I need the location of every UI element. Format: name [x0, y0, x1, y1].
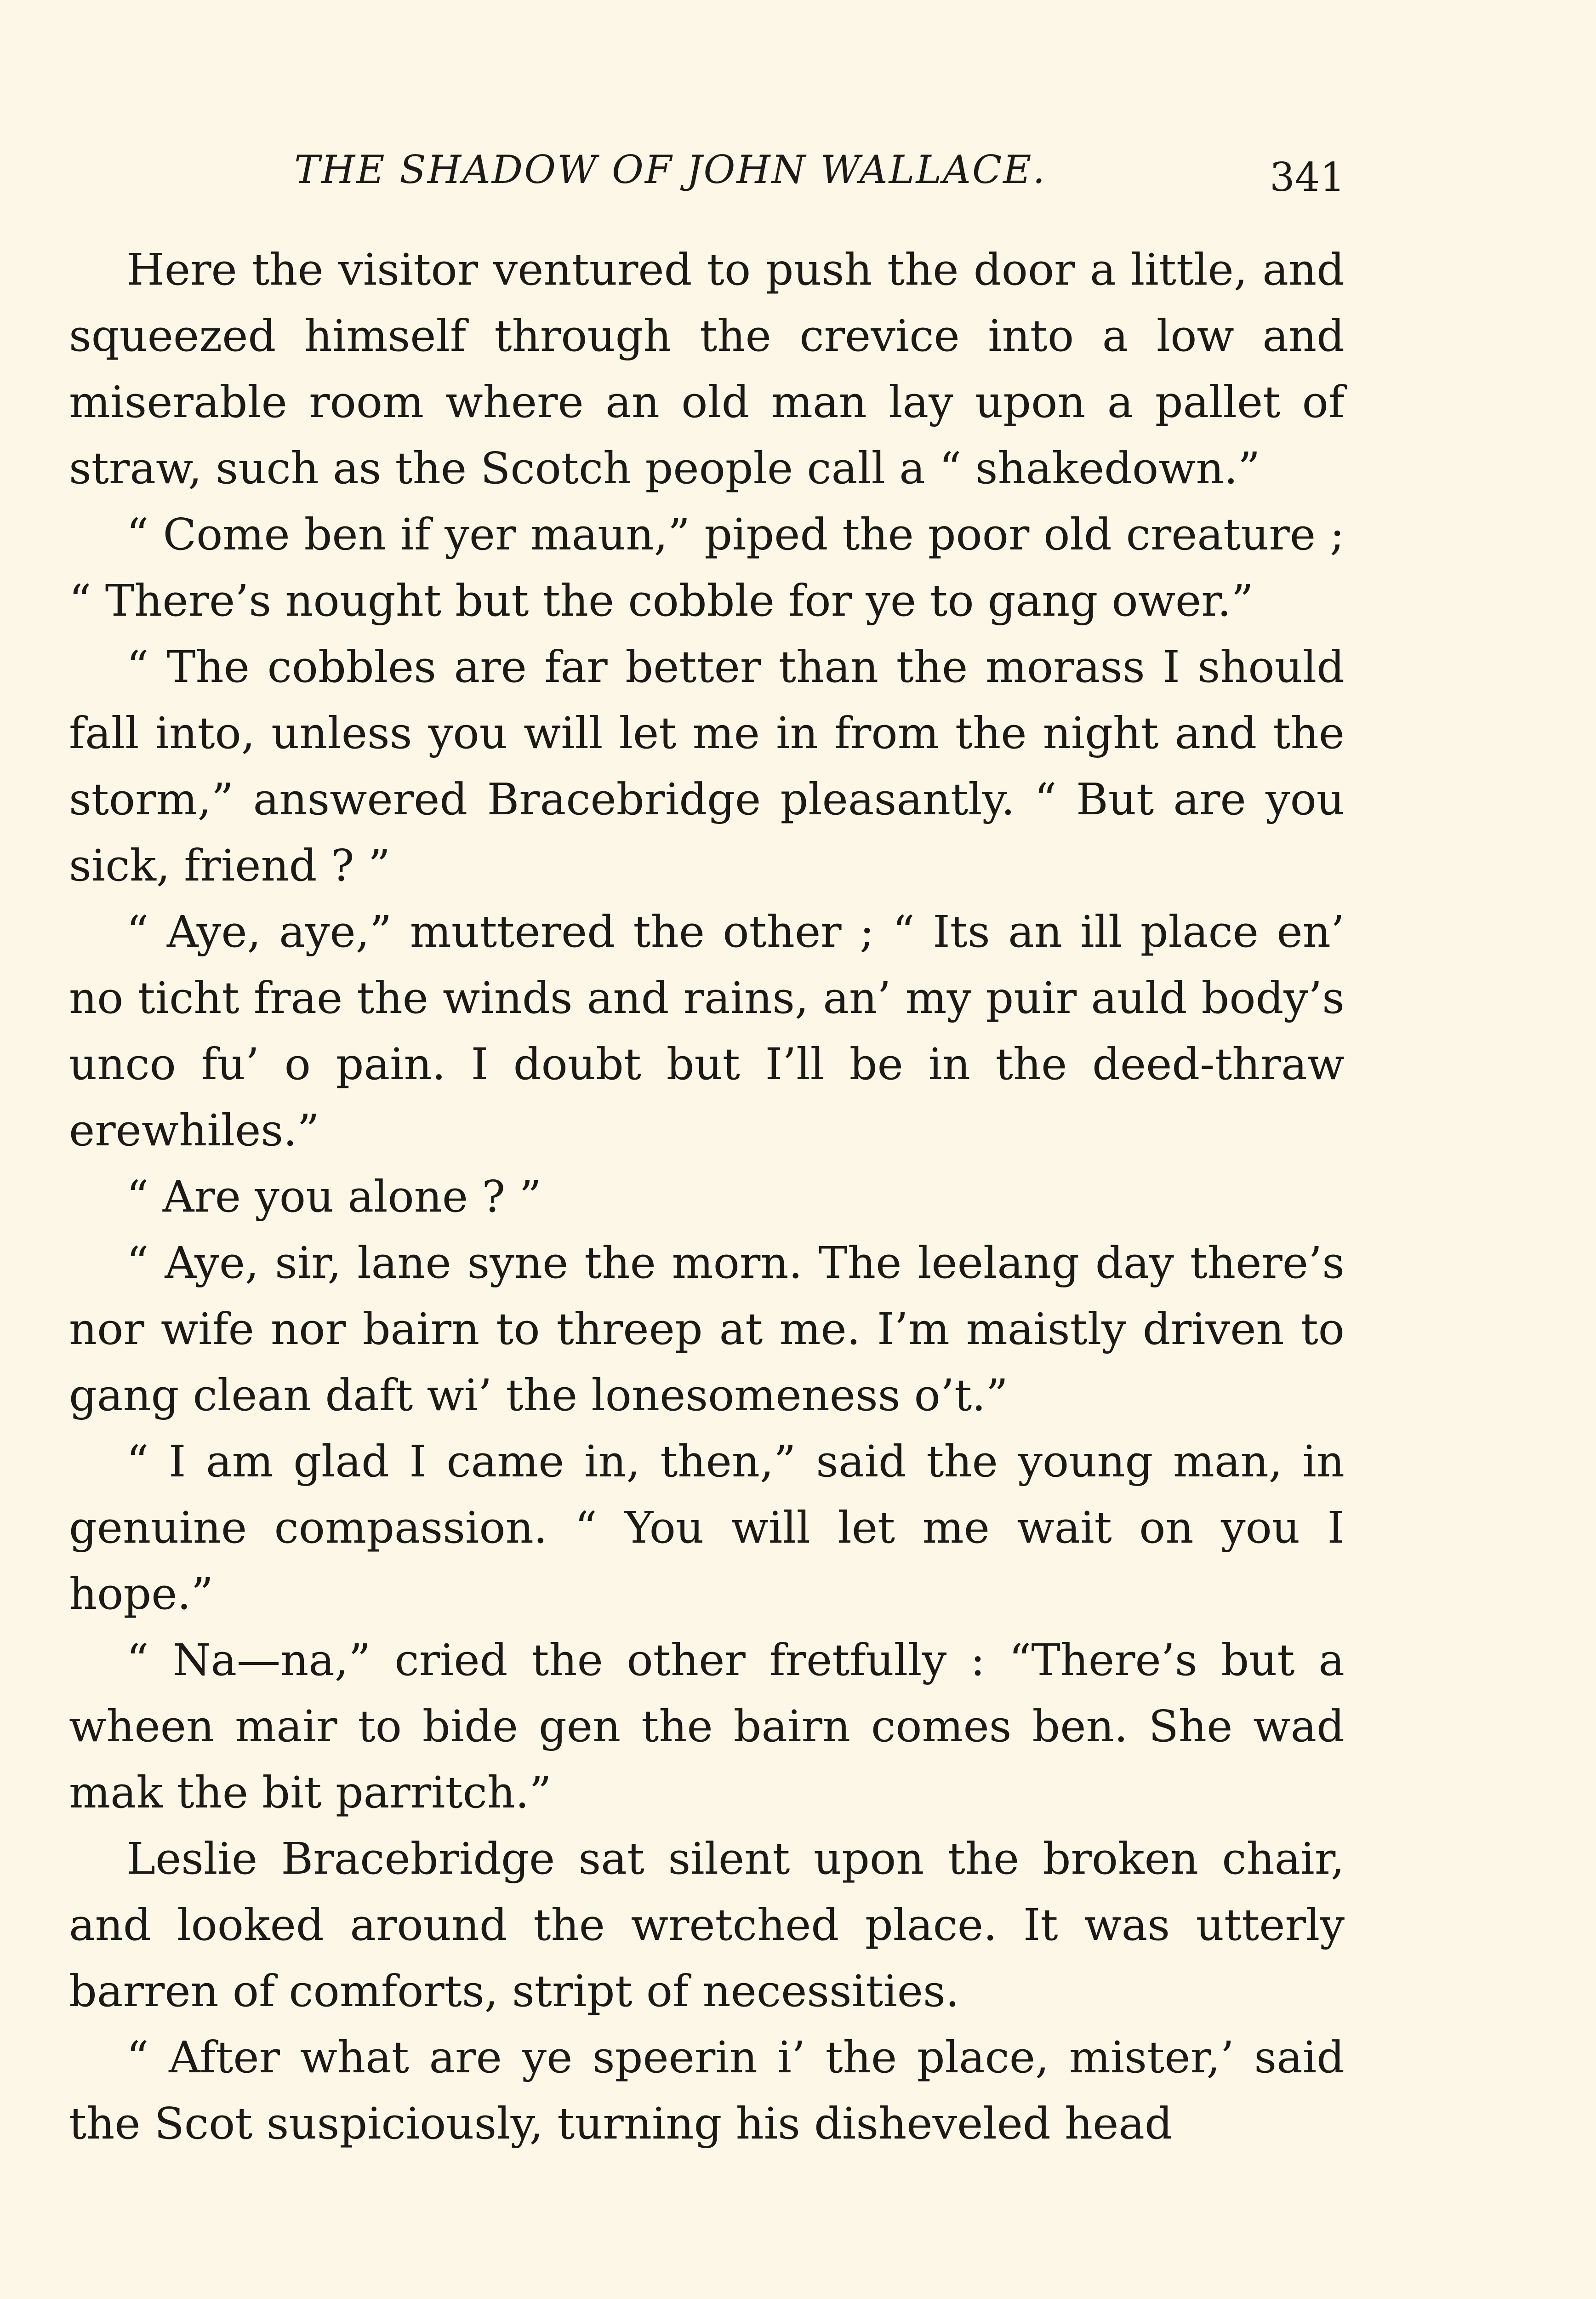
running-title: THE SHADOW OF JOHN WALLACE. — [294, 147, 1047, 192]
paragraph: “ Come ben if yer maun,” piped the poor old creature ; “ There’s nought but the cobble for ye to gang ower.” — [69, 509, 1345, 626]
paragraph: “ Na—na,” cried the other fretfully : “There’s but a wheen mair to bide gen the bairn comes ben. She wad mak the bit parritch.” — [69, 1635, 1345, 1818]
paragraph: “ Aye, aye,” muttered the other ; “ Its an ill place en’ no ticht frae the winds and rains, an’ my puir auld body’s unco fu’ o pain. I doubt but I’ll be in the deed-thraw erewhiles.” — [69, 907, 1345, 1156]
paragraph: Leslie Bracebridge sat silent upon the broken chair, and looked around the wretched place. It was utterly barren of comforts, stript of necessities. — [69, 1834, 1345, 2017]
paragraph: “ Are you alone ? ” — [126, 1172, 542, 1222]
paragraph: Here the visitor ventured to push the door a little, and squeezed himself through the crevice into a low and miserable room where an old man lay upon a pallet of straw, such as the Scotch people call a “ shakedown.” — [69, 245, 1345, 494]
page-number: 341 — [1270, 154, 1345, 200]
paragraph: “ I am glad I came in, then,” said the young man, in genuine compassion. “ You will let me wait on you I hope.” — [69, 1436, 1345, 1619]
page-header — [69, 147, 1356, 221]
paragraph: “ After what are ye speerin i’ the place, mister,’ said the Scot suspiciously, turning his disheveled head — [69, 2032, 1345, 2149]
paragraph: “ Aye, sir, lane syne the morn. The leelang day there’s nor wife nor bairn to threep at me. I’m maistly driven to gang clean daft wi’ the lonesomeness o’t.” — [69, 1238, 1345, 1421]
body-text — [69, 237, 1345, 2299]
paragraph: “ The cobbles are far better than the morass I should fall into, unless you will let me in from the night and the storm,” answered Bracebridge pleasantly. “ But are you sick, friend ? ” — [69, 642, 1345, 891]
